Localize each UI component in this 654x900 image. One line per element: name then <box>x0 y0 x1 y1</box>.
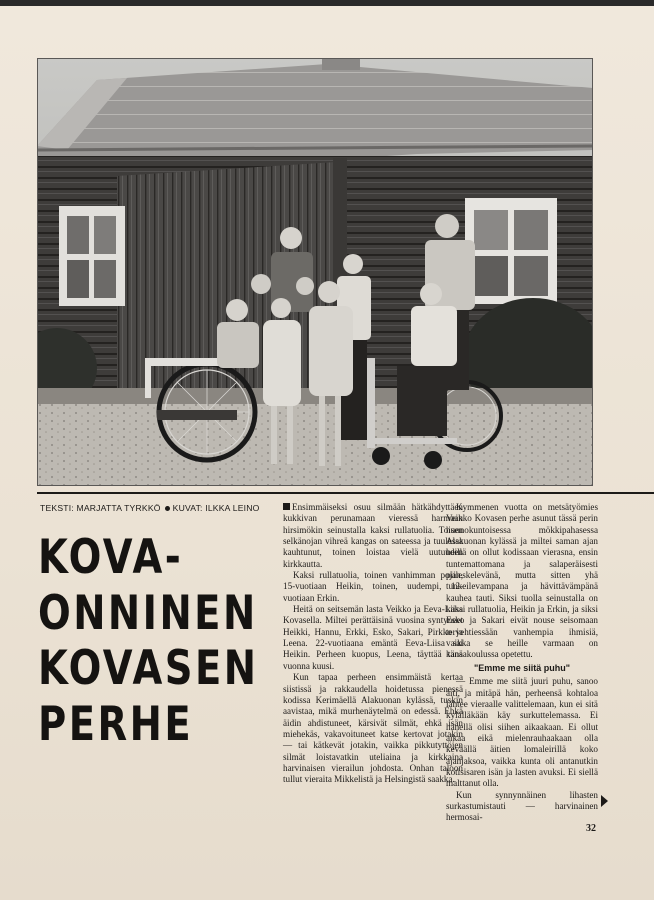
paragraph: Kaksi rullatuolia, toinen vanhimman pojan, 15-vuotiaan Heikin, toinen, uudempi, 12-vuotiaan Erkin. <box>283 570 463 603</box>
paragraph: Kymmenen vuotta on metsätyömies Veikko Kovasen perhe asunut tässä perin huonokuntoisessa mökkipahasessa Alakuonan kylässä ja miltei saman ajan heillä on ollut kodissaan vierasna, ensin tuntemattomana ja salaperäisesti piileskelevänä, mutta sitten yhä tunkeilevampana ja hävittävämpänä kauhea tauti. Siksi tuolla seinustalla on kaksi rullatuolia, Heikin ja Erkin, ja siksi Esko ja Sakari eivät nouse seisomaan tervehtiessään vanhempia ihmisiä, vaikka se heille varmaan on kansakoulussa opetettu. <box>446 502 598 660</box>
paragraph: — Emme me siitä juuri puhu, sanoo äiti, ja mitäpä hän, perheensä kohtaloa lähtee vieraalle valittelemaan, kun ei sitä kylälläkään käy surkuttelemassa. Ei hänellä olisi siihen aikaakaan. Ei ollut aikaa eikä mielenrauhaakaan olla keväällä äitien lomaleirillä koko ajanjaksoa, vaikka kunta oli antanutkin kotisisaren isän ja lasten avuksi. Ei siellä malttanut olla. <box>446 676 598 789</box>
paragraph-text: Ensimmäiseksi osuu silmään hätkähdyttäen kukkivan perunamaan vieressä harmaan hirsimökin seinustalla kaksi rullatuolia. Toisen selkänojan vihreä kangas on sateessa ja tuulessa kauhtunut, toinen loistaa vielä uutuuden kirkkautta. <box>283 502 463 569</box>
headline-line: KOVA- <box>38 530 184 585</box>
article-headline <box>38 530 259 752</box>
paragraph: Kun tapaa perheen ensimmäistä kertaa siistissä ja rakkaudella hoidetussa pienessä kodissa Kerimäellä Alakuonan kylässä, tuskin aavistaa, mikä murhenäytelmä on edessä. Ehkä äidin ahdistuneet, kärsivät silmät, ehkä isän miehekäs, vakavoituneet katse kertovat jotakin — tai kätkevät jotakin, vaikka pikkutyttöjen silmät loistavatkin uteliaina ja kirkkaina harvinaisen vierailun johdosta. Onhan taloon tullut vieraita Mikkelistä ja Helsingistä saakka. <box>283 672 463 785</box>
continue-arrow-icon <box>601 795 608 807</box>
headline-line: KOVASEN <box>38 641 259 696</box>
page-top-edge <box>0 0 654 6</box>
byline <box>40 503 280 513</box>
byline-text-credit: TEKSTI: MARJATTA TYRKKÖ <box>40 503 161 513</box>
headline-line: ONNINEN <box>38 585 258 641</box>
paragraph <box>283 502 463 570</box>
section-rule <box>37 492 654 494</box>
headline-line: PERHE <box>38 696 194 752</box>
page-number: 32 <box>586 823 596 834</box>
paragraph-start-square-icon <box>283 503 290 510</box>
bullet-icon <box>165 506 170 511</box>
body-column-2 <box>446 502 598 824</box>
family-photo <box>37 58 593 486</box>
byline-photo-credit: KUVAT: ILKKA LEINO <box>172 503 260 513</box>
body-column-1 <box>283 502 463 786</box>
family-photo-illustration <box>37 58 593 486</box>
paragraph: Heitä on seitsemän lasta Veikko ja Eeva-Liisa Kovasella. Miltei perättäisinä vuosina syntyneet Heikki, Hannu, Erkki, Esko, Sakari, Pirkko ja Leena. 22-vuotiaana emäntä Eeva-Liisa sai Heikin. Perheen kuopus, Leena, täyttää tänä vuonna kuusi. <box>283 604 463 671</box>
paragraph: Kun synnynnäinen lihasten surkastumistauti — harvinainen hermosai- <box>446 789 598 823</box>
subheading: "Emme me siitä puhu" <box>473 662 571 673</box>
